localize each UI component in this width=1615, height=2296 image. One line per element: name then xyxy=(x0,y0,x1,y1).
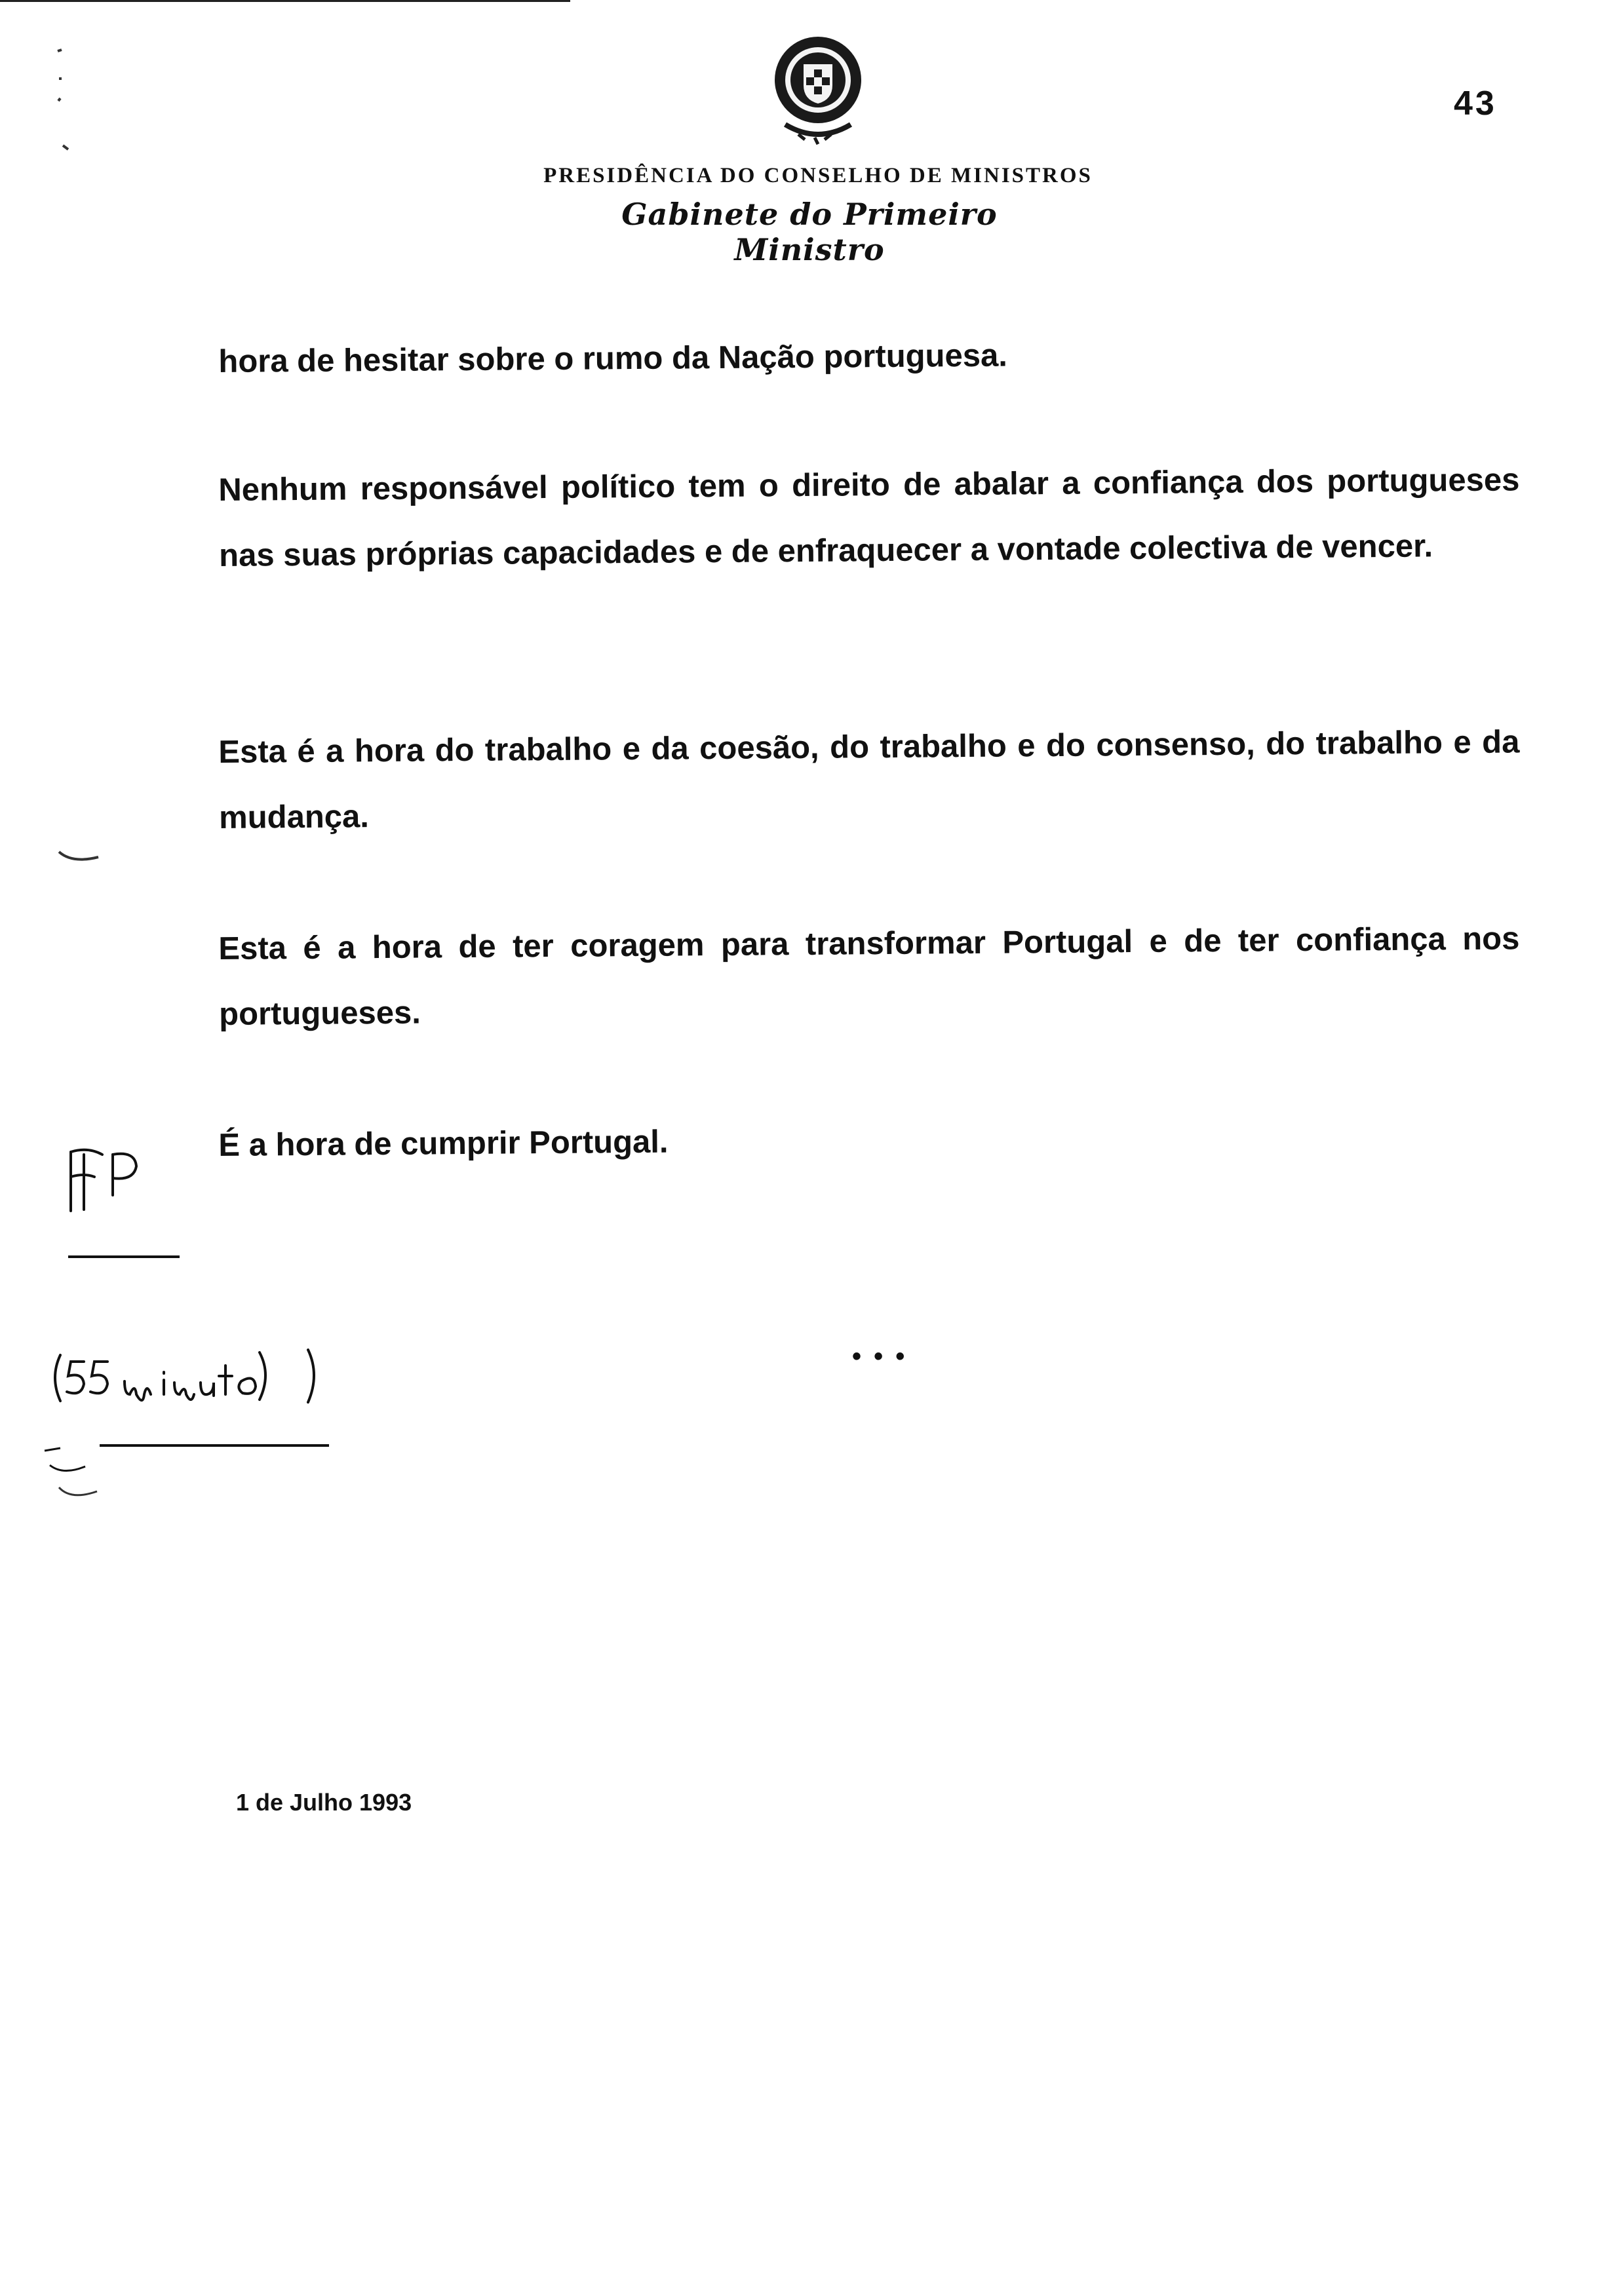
page-number: 43 xyxy=(1454,85,1497,123)
handwritten-initials xyxy=(71,1150,136,1211)
document-date: 1 de Julho 1993 xyxy=(236,1789,412,1816)
body-paragraph-4: Esta é a hora de ter coragem para transformar Portugal e de ter confiança nos portugueses. xyxy=(218,921,1520,1032)
institution-heading: PRESIDÊNCIA DO CONSELHO DE MINISTROS xyxy=(543,164,1093,187)
body-paragraph-1: hora de hesitar sobre o rumo da Nação portuguesa. xyxy=(218,337,1008,379)
end-ellipsis: • • • xyxy=(852,1342,908,1371)
body-paragraph-5: É a hora de cumprir Portugal. xyxy=(218,1124,669,1163)
handwritten-duration-note xyxy=(55,1350,314,1402)
body-paragraph-2: Nenhum responsável político tem o direito de abalar a confiança dos portugueses nas suas próprias capacidades e de enfraquecer a vontade colectiva de vencer. xyxy=(218,462,1520,573)
coat-of-arms-logo xyxy=(759,26,877,151)
cabinet-subheading: Gabinete do Primeiro Ministro xyxy=(621,197,998,267)
handwritten-annotations xyxy=(0,0,459,1573)
body-paragraph-3: Esta é a hora do trabalho e da coesão, do trabalho e do consenso, do trabalho e da mudança. xyxy=(218,724,1520,835)
